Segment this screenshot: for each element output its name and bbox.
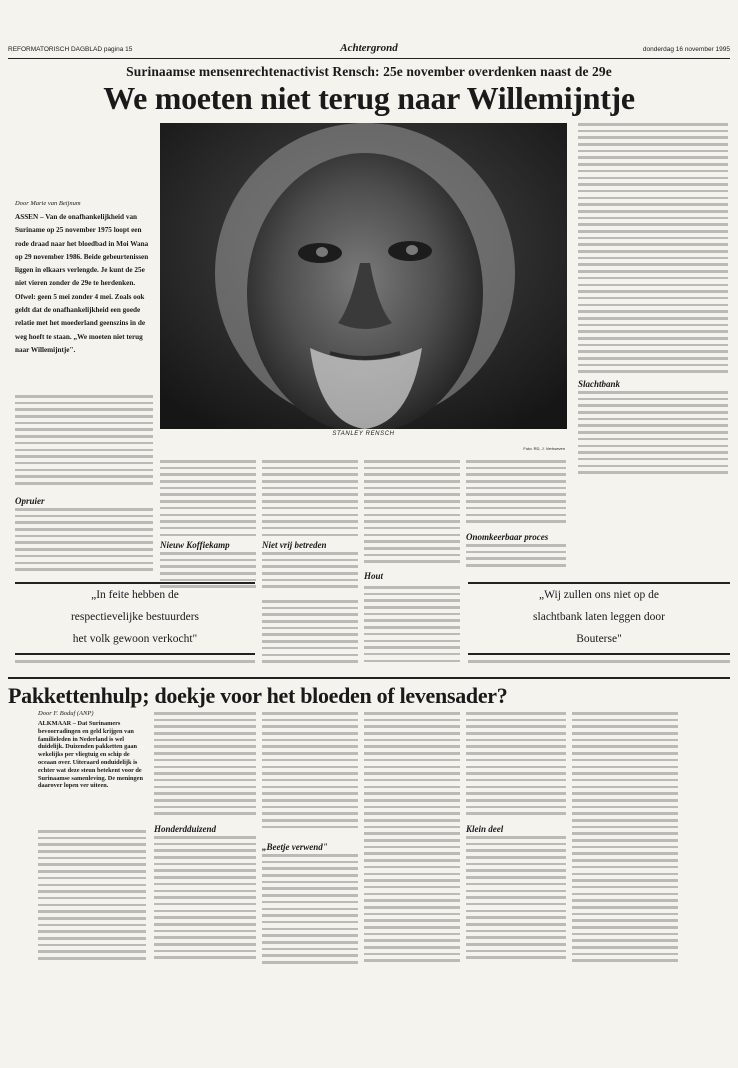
section-heading-opruier: Opruier	[15, 496, 45, 506]
article-2-body-column-5	[466, 712, 566, 822]
masthead-date: donderdag 16 november 1995	[642, 46, 730, 53]
pullquote-1-line-3: het volk gewoon verkocht"	[72, 633, 198, 645]
section-heading-onomkeerbaar: Onomkeerbaar proces	[466, 532, 549, 542]
article-body-column-5	[466, 460, 566, 530]
section-heading-hout: Hout	[364, 571, 384, 581]
article-body-column-right-b	[578, 391, 728, 481]
masthead-rule	[8, 58, 730, 59]
article-2-body-column-6	[572, 712, 678, 970]
article-body-column-5b	[466, 544, 566, 572]
portrait-illustration	[160, 123, 567, 429]
photo-caption: STANLEY RENSCH	[332, 431, 395, 437]
article-body-lower-5	[468, 660, 730, 672]
article-2-byline: Door F. Boduf (ANP)	[38, 710, 94, 717]
section-heading-slachtbank: Slachtbank	[578, 379, 621, 389]
pullquote-1-rule-bottom	[15, 653, 255, 655]
article-body-column-right	[578, 123, 728, 378]
article-byline: Door Marie van Beijnum	[15, 200, 81, 207]
article-body-column-3	[262, 460, 358, 540]
section-heading-niet-vrij: Niet vrij betreden	[262, 540, 327, 550]
pullquote-2-rule-bottom	[468, 653, 730, 655]
masthead-section: Achtergrond	[340, 42, 398, 54]
article-body-column-4	[364, 460, 460, 570]
portrait-photo	[160, 123, 567, 429]
pullquote-1	[15, 584, 255, 650]
pullquote-1-line-1: „In feite hebben de	[91, 589, 179, 601]
pullquote-1-line-2: respectievelijke bestuurders	[70, 611, 200, 623]
article-2-body-column-2b	[154, 836, 256, 970]
article-body-column-3b	[262, 552, 358, 594]
article-subheadline: Surinaamse mensenrechtenactivist Rensch: 25e november overdenken naast de 29e	[126, 64, 612, 79]
section-heading-koffiekamp: Nieuw Koffiekamp	[160, 540, 230, 550]
article-body-column-1b	[15, 508, 153, 580]
article-body-lower-4	[364, 586, 460, 670]
section-heading-honderdduizend: Honderdduizend	[154, 824, 217, 834]
article-body-lower-3	[262, 600, 358, 670]
article-body-column-2	[160, 460, 256, 540]
pullquote-2-line-3: Bouterse"	[576, 633, 622, 645]
article-body-lower-1	[15, 660, 255, 672]
section-heading-klein-deel: Klein deel	[466, 824, 504, 834]
article-lead-paragraph: ASSEN – Van de onafhankelijkheid van Suriname op 25 november 1975 loopt een rode draad naar het bloedbad in Moi Wana op 29 november 1986. Beide gebeurtenissen liggen in elkaars verlengde. Je kunt de 25e niet vieren zonder de 29e te herdenken. Ofwel: geen 5 mei zonder 4 mei. Zoals ook geldt dat de onafhankelijkheid een goede relatie met het moederland geenszins in de weg hoeft te staan. „We moeten niet terug naar Willemijntje".	[15, 213, 149, 354]
pullquote-2-line-1: „Wij zullen ons niet op de	[539, 589, 659, 601]
article-2-body-column-5b	[466, 836, 566, 970]
article-headline: We moeten niet terug naar Willemijntje	[103, 80, 635, 116]
article-2-headline: Pakkettenhulp; doekje voor het bloeden of levensader?	[8, 683, 508, 708]
photo-credit: Foto: RD, J. Verhoeven	[523, 446, 565, 451]
article-body-column-1	[15, 395, 153, 495]
article-2-body-column-3	[262, 712, 358, 840]
article-2-body-column-3b	[262, 854, 358, 970]
article-separator	[8, 677, 730, 679]
article-2-body-column-4	[364, 712, 460, 970]
article-2-body-column-2	[154, 712, 256, 822]
masthead-newspaper-page: REFORMATORISCH DAGBLAD pagina 15	[8, 46, 133, 53]
pullquote-2	[468, 584, 730, 650]
masthead	[8, 44, 730, 58]
article-2-body-column-1	[38, 830, 146, 970]
section-heading-beetje-verwend: „Beetje verwend"	[262, 842, 328, 852]
pullquote-2-line-2: slachtbank laten leggen door	[533, 611, 665, 623]
article-2-lead-paragraph: ALKMAAR – Dat Surinamers bevoorradingen en geld krijgen van familieleden in Nederland is wel duidelijk. Duizenden pakketten gaan wekelijks per vliegtuig en schip de oceaan over. Uiteraard onduidelijk is echter wat deze steun betekent voor de Surinaamse samenleving. De meningen daarover lopen ver uiteen.	[38, 720, 143, 790]
